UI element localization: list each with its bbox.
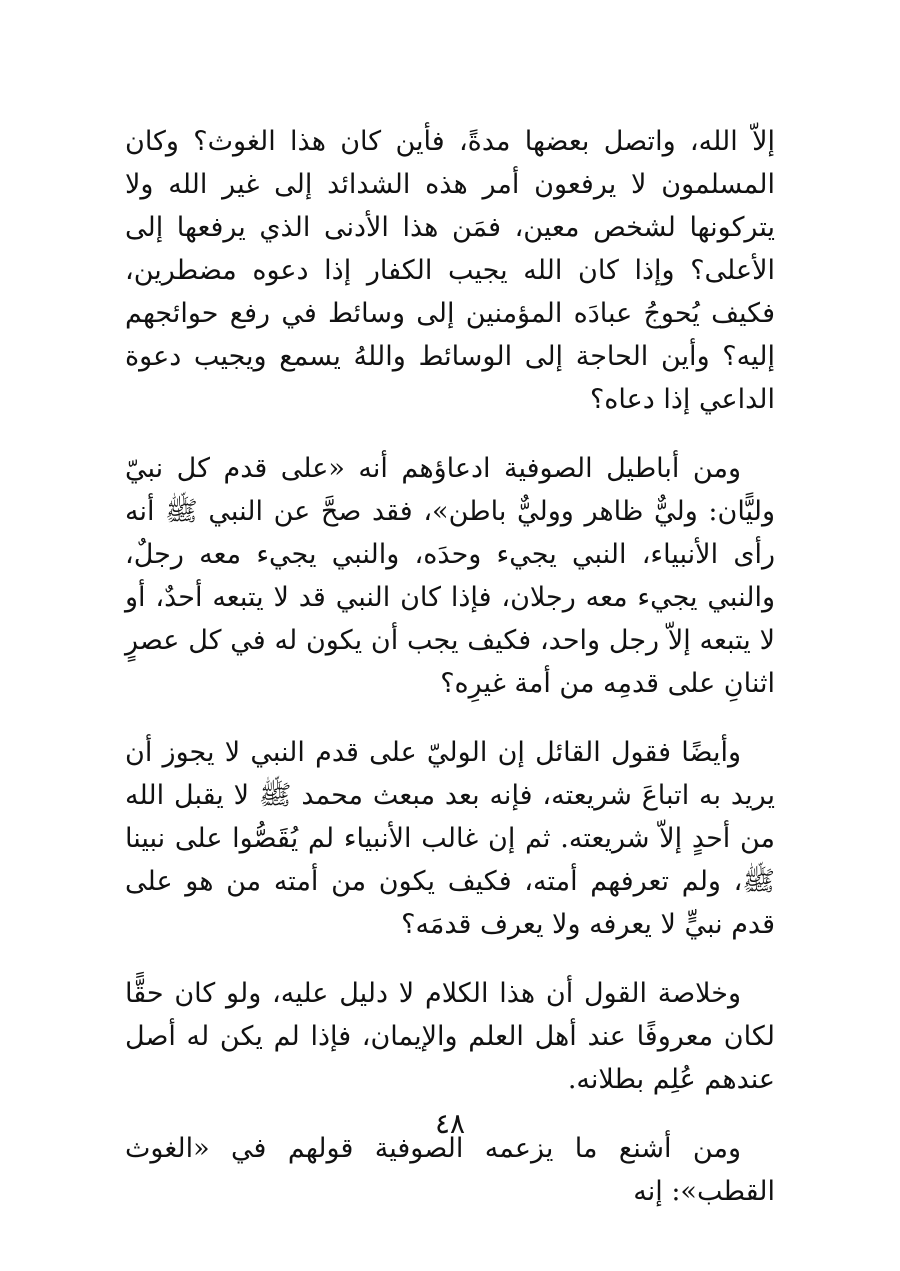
paragraph-3: وأيضًا فقول القائل إن الوليّ على قدم النبي لا يجوز أن يريد به اتباعَ شريعته، فإنه بعد مبعث محمد ﷺ لا يقبل الله من أحدٍ إلاّ شريعته. ثم إن غالب الأنبياء لم يُقَصُّوا على نبينا ﷺ، ولم تعرفهم أمته، فكيف يكون من أمته من هو على قدم نبيٍّ لا يعرفه ولا يعرف قدمَه؟ bbox=[125, 737, 775, 940]
paragraph-4: وخلاصة القول أن هذا الكلام لا دليل عليه، ولو كان حقًّا لكان معروفًا عند أهل العلم والإيمان، فإذا لم يكن له أصل عندهم عُلِم بطلانه. bbox=[125, 978, 775, 1095]
paragraph-2: ومن أباطيل الصوفية ادعاؤهم أنه «على قدم كل نبيّ وليًّان: وليٌّ ظاهر ووليٌّ باطن»، فقد صحَّ عن النبي ﷺ أنه رأى الأنبياء، النبي يجيء وحدَه، والنبي يجيء معه رجلٌ، والنبي يجيء معه رجلان، فإذا كان النبي قد لا يتبعه أحدٌ، أو لا يتبعه إلاّ رجل واحد، فكيف يجب أن يكون له في كل عصرٍ اثنانِ على قدمِه من أمة غيرِه؟ bbox=[125, 453, 775, 699]
paragraph-1: إلاّ الله، واتصل بعضها مدةً، فأين كان هذا الغوث؟ وكان المسلمون لا يرفعون أمر هذه الشدائد إلى غير الله ولا يتركونها لشخص معين، فمَن هذا الأدنى الذي يرفعها إلى الأعلى؟ وإذا كان الله يجيب الكفار إذا دعوه مضطرين، فكيف يُحوجُ عبادَه المؤمنين إلى وسائط في رفع حوائجهم إليه؟ وأين الحاجة إلى الوسائط واللهُ يسمع ويجيب دعوة الداعي إذا دعاه؟ bbox=[125, 126, 775, 415]
paragraph-5: ومن أشنع ما يزعمه الصوفية قولهم في «الغوث القطب»: إنه bbox=[125, 1133, 775, 1207]
body-text bbox=[125, 120, 775, 1239]
page-number: ٤٨ bbox=[434, 1107, 466, 1140]
